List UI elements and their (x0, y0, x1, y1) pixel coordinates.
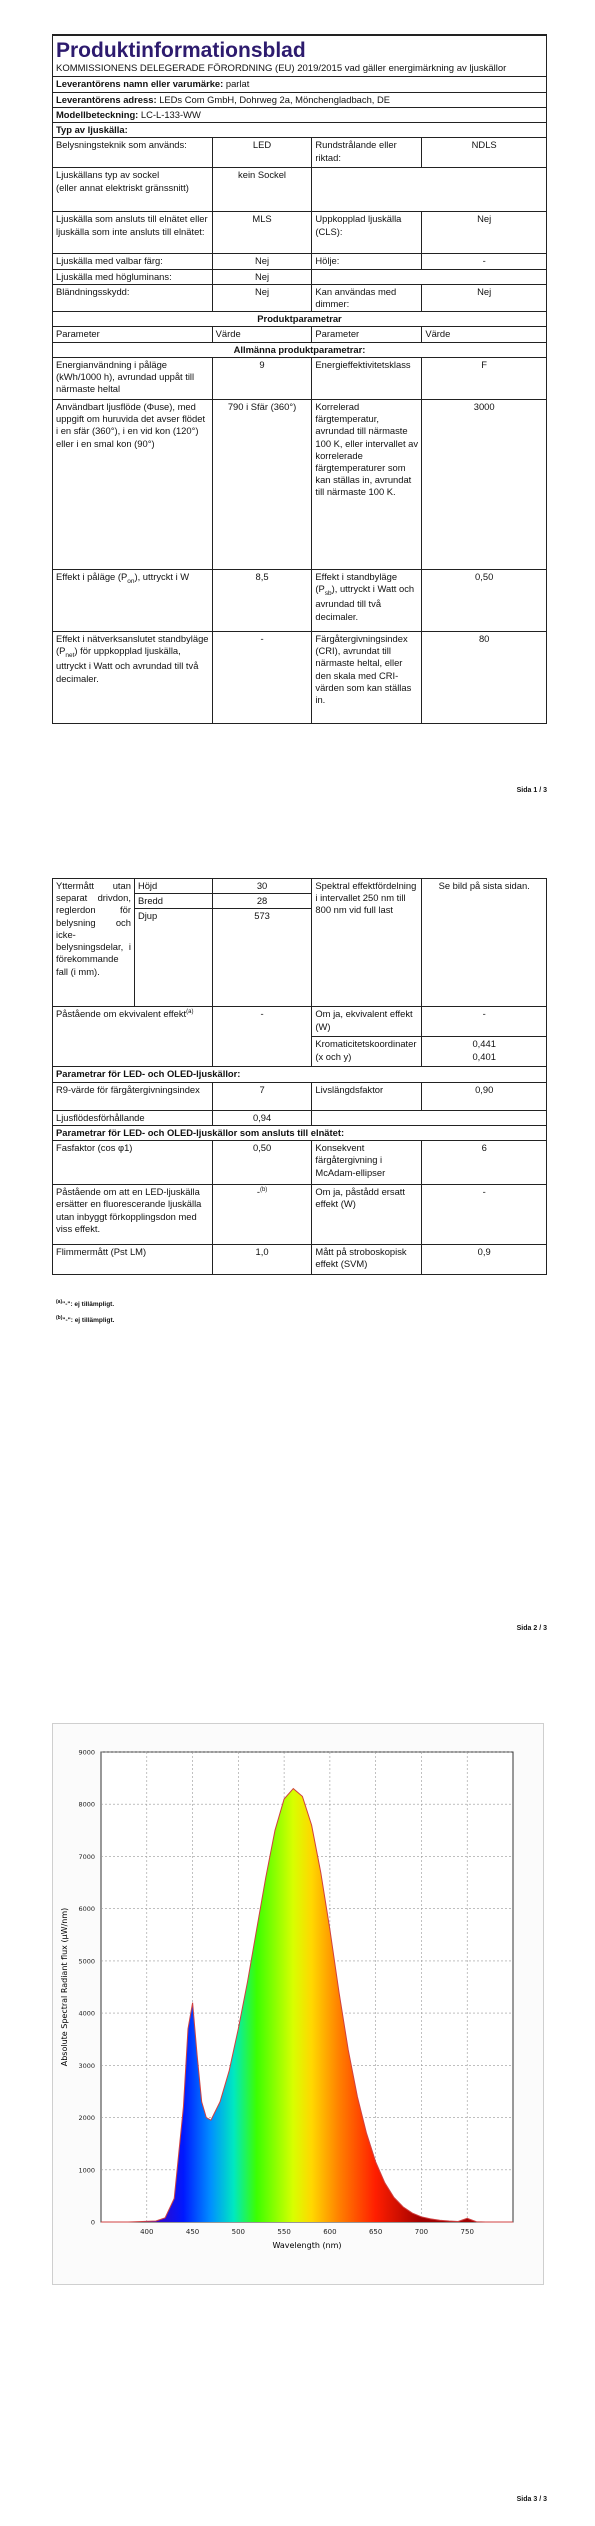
psb-label-a: Effekt i standbyläge (P (315, 570, 398, 595)
lumen-label: Ljusflödesförhållande (53, 1110, 213, 1125)
pnet-label-b: ) för uppkopplad ljuskälla, uttryckt i Watt och avrundad till två decimaler. (56, 645, 199, 684)
spectrum-chart (52, 1723, 544, 2285)
tech-label: Belysningsteknik som används: (53, 138, 213, 168)
equiv-w-value: - (422, 1007, 547, 1037)
equiv-label-sup: (a) (186, 1009, 194, 1016)
pon-label-b: ), uttryckt i W (134, 570, 190, 582)
replace-w-label: Om ja, påstådd ersatt effekt (W) (312, 1185, 422, 1245)
chroma-x: 0,441 (472, 1038, 496, 1050)
x-tick-label: 650 (368, 2228, 383, 2236)
equiv-label-text: Påstående om ekvivalent effekt (56, 1008, 187, 1020)
antiglare-label: Bländningsskydd: (53, 284, 213, 311)
dimmable-label: Kan användas med dimmer: (312, 284, 422, 311)
envelope-label: Hölje: (312, 254, 422, 269)
highlum-label: Ljuskälla med högluminans: (53, 269, 213, 284)
colour-label: Ljuskälla med valbar färg: (53, 254, 213, 269)
energy-value: 9 (212, 357, 312, 399)
y-axis-label: Absolute Spectral Radiant flux (μW/nm) (60, 1907, 69, 2067)
footnote-a-mark: (a) (56, 1299, 63, 1305)
strobo-value: 0,9 (422, 1245, 547, 1275)
cap-value: kein Sockel (212, 168, 312, 212)
envelope-value: - (422, 254, 547, 269)
pf-value: 0,50 (212, 1141, 312, 1185)
regulation-text: KOMMISSIONENS DELEGERADE FÖRORDNING (EU) 2019/2015 vad gäller energimärkning av ljuskällor (56, 63, 507, 75)
y-tick-label: 6000 (78, 1905, 95, 1914)
y-tick-label: 1000 (78, 2166, 95, 2175)
flicker-value: 1,0 (212, 1245, 312, 1275)
psb-value: 0,50 (422, 569, 547, 631)
pon-label-sub: on (127, 577, 135, 585)
general-params-heading: Allmänna produktparametrar: (53, 342, 547, 357)
x-axis-label: Wavelength (nm) (272, 2241, 342, 2250)
chroma-label: Kromaticitetskoordinater (x och y) (312, 1037, 422, 1067)
replace-value-sup: (b) (259, 1186, 268, 1193)
x-tick-label: 500 (231, 2228, 246, 2236)
cct-value: 3000 (422, 399, 547, 569)
model-label: Modellbeteckning: (56, 108, 139, 120)
consist-value: 6 (422, 1141, 547, 1185)
light-source-type-heading: Typ av ljuskälla: (53, 123, 547, 138)
nondirectional-value: NDLS (422, 138, 547, 168)
chroma-value (422, 1037, 547, 1067)
connected-label: Uppkopplad ljuskälla (CLS): (312, 212, 422, 254)
cct-label: Korrelerad färgtemperatur, avrundad till närmaste 100 K, eller intervallet av korrelerade färgtemperaturer som kan ställas in, avrundat till närmaste 100 K. (312, 399, 422, 569)
strobo-label: Mått på stroboskopisk effekt (SVM) (312, 1245, 422, 1275)
equiv-label (53, 1007, 213, 1067)
pnet-value: - (212, 631, 312, 723)
x-tick-label: 550 (277, 2228, 291, 2236)
y-tick-label: 8000 (78, 1800, 95, 1809)
spectrum-svg (53, 1724, 543, 2284)
cap-label-line2: (eller annat elektriskt gränssnitt) (56, 181, 189, 193)
page-number-3: Sida 3 / 3 (516, 2496, 547, 2503)
pf-label: Fasfaktor (cos φ1) (53, 1141, 213, 1185)
cri-value: 80 (422, 631, 547, 723)
footnote-b (56, 1315, 114, 1324)
equiv-w-label: Om ja, ekvivalent effekt (W) (312, 1007, 422, 1037)
height-value: 30 (212, 879, 312, 894)
r9-value: 7 (212, 1082, 312, 1110)
replace-value-text: - (256, 1186, 260, 1198)
y-tick-label: 3000 (78, 2061, 95, 2070)
width-label: Bredd (134, 894, 212, 909)
lumen-empty (312, 1110, 547, 1125)
replace-label: Påstående om att en LED-ljuskälla ersätter en fluorescerande ljuskälla utan inbyggt förkopplingsdon med viss effekt. (53, 1185, 213, 1245)
col-parameter-header: Parameter (53, 327, 213, 342)
y-tick-label: 0 (90, 2218, 95, 2227)
flicker-label: Flimmermått (Pst LM) (53, 1245, 213, 1275)
footnote-b-text: "-": ej tillämpligt. (62, 1317, 115, 1325)
supplier-address-value: LEDs Com GmbH, Dohrweg 2a, Mönchengladbach, DE (159, 93, 391, 105)
spd-value: Se bild på sista sidan. (422, 879, 547, 1007)
x-tick-label: 600 (323, 2228, 337, 2236)
nondirectional-label: Rundstrålande eller riktad: (312, 138, 422, 168)
antiglare-value: Nej (212, 284, 312, 311)
psb-label-b: ), uttryckt i Watt och avrundad till två decimaler. (315, 583, 415, 622)
page-number-1: Sida 1 / 3 (516, 787, 547, 794)
eclass-value: F (422, 357, 547, 399)
replace-w-value: - (422, 1185, 547, 1245)
r9-label: R9-värde för färgåtergivningsindex (53, 1082, 213, 1110)
y-tick-label: 9000 (78, 1748, 95, 1757)
x-tick-label: 400 (140, 2228, 154, 2236)
flux-label: Användbart ljusflöde (Φuse), med uppgift om huruvida det avser flödet i en sfär (360°), i en vid kon (120°) eller i en smal kon (90°) (53, 399, 213, 569)
y-tick-label: 5000 (78, 1957, 95, 1966)
spd-label: Spektral effektfördelning i intervallet 250 nm till 800 nm vid full last (312, 879, 422, 1007)
dims-label: Yttermått utan separat drivdon, reglerdon för belysning och icke-belysningsdelar, i förekommande fall (i mm). (53, 879, 135, 1007)
pon-value: 8,5 (212, 569, 312, 631)
supplier-address-label: Leverantörens adress: (56, 93, 157, 105)
x-tick-label: 700 (414, 2228, 429, 2236)
psb-label-sub: sb (324, 589, 332, 597)
supplier-name-label: Leverantörens namn eller varumärke: (56, 78, 224, 90)
consist-label: Konsekvent färgåtergivning i McAdam-ellipser (312, 1141, 422, 1185)
mains-params-heading: Parametrar för LED- och OLED-ljuskällor som ansluts till elnätet: (53, 1125, 547, 1140)
product-info-table-2 (52, 878, 547, 1275)
mains-value: MLS (212, 212, 312, 254)
cri-label: Färgåtergivningsindex (CRI), avrundat till närmaste heltal, eller den skala med CRI-värden som kan ställas in. (312, 631, 422, 723)
depth-label: Djup (134, 909, 212, 1007)
page-title: Produktinformationsblad (56, 39, 306, 62)
pon-label-a: Effekt i påläge (P (56, 570, 128, 582)
footnote-a-text: "-": ej tillämpligt. (62, 1301, 115, 1309)
highlum-value: Nej (212, 269, 312, 284)
eclass-label: Energieffektivitetsklass (312, 357, 422, 399)
pnet-label-a: Effekt i nätverksanslutet standbyläge (P (56, 632, 209, 657)
col-value-header-2: Värde (422, 327, 547, 342)
led-params-heading: Parametrar för LED- och OLED-ljuskällor: (53, 1067, 547, 1082)
depth-value: 573 (212, 909, 312, 1007)
chroma-y: 0,401 (472, 1050, 496, 1062)
y-tick-label: 2000 (78, 2114, 95, 2123)
model-value: LC-L-133-WW (140, 108, 201, 120)
tech-value: LED (212, 138, 312, 168)
survival-value: 0,90 (422, 1082, 547, 1110)
survival-label: Livslängdsfaktor (312, 1082, 422, 1110)
col-value-header: Värde (212, 327, 312, 342)
lumen-value: 0,94 (212, 1110, 312, 1125)
replace-value (212, 1185, 312, 1245)
y-tick-label: 7000 (78, 1852, 95, 1861)
footnote-a (56, 1299, 114, 1308)
supplier-name-value: parlat (225, 78, 250, 90)
col-parameter-header-2: Parameter (312, 327, 422, 342)
footnote-b-mark: (b) (56, 1315, 63, 1321)
equiv-value: - (212, 1007, 312, 1067)
energy-label: Energianvändning i påläge (kWh/1000 h), avrundad uppåt till närmaste heltal (53, 357, 213, 399)
connected-value: Nej (422, 212, 547, 254)
pnet-label-sub: net (65, 651, 75, 659)
height-label: Höjd (134, 879, 212, 894)
mains-label: Ljuskälla som ansluts till elnätet eller ljuskälla som inte ansluts till elnätet: (53, 212, 213, 254)
colour-value: Nej (212, 254, 312, 269)
params-heading: Produktparametrar (53, 312, 547, 327)
cap-label-line1: Ljuskällans typ av sockel (56, 169, 160, 181)
dimmable-value: Nej (422, 284, 547, 311)
y-tick-label: 4000 (78, 2009, 95, 2018)
x-tick-label: 450 (185, 2228, 200, 2236)
flux-value: 790 i Sfär (360°) (212, 399, 312, 569)
x-tick-label: 750 (460, 2228, 474, 2236)
page-number-2: Sida 2 / 3 (516, 1625, 547, 1632)
width-value: 28 (212, 894, 312, 909)
